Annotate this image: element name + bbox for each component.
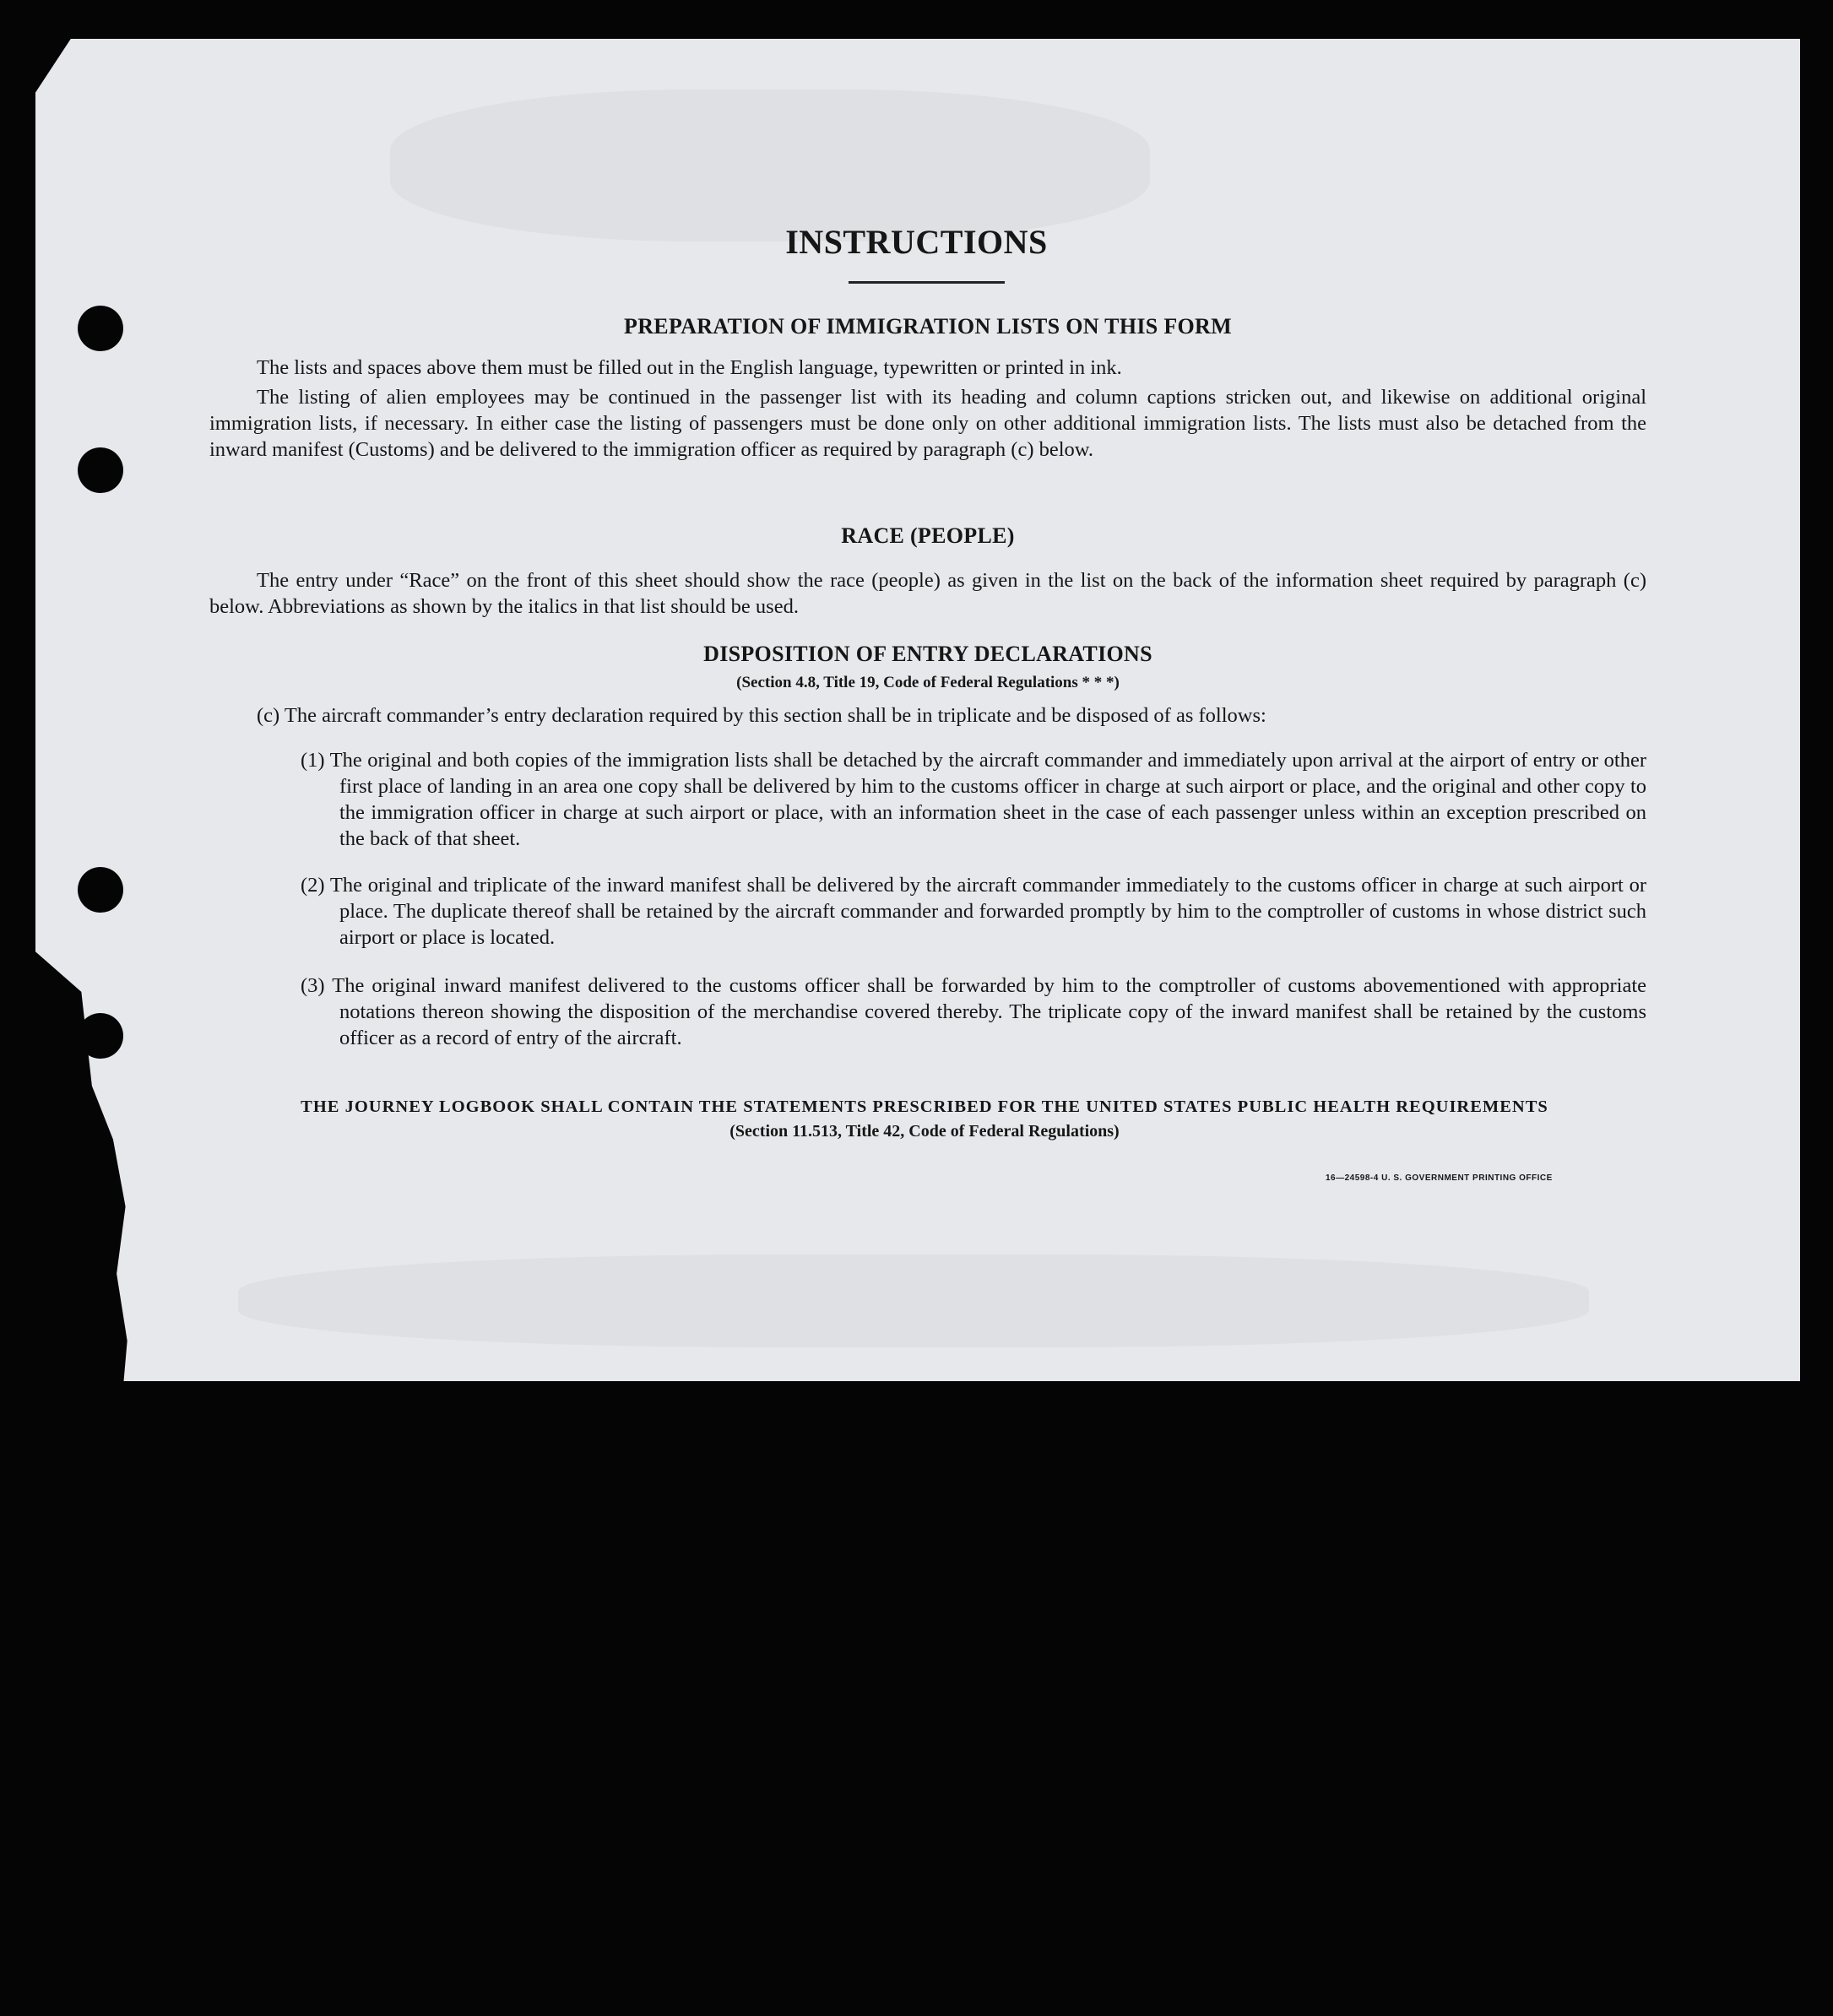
paragraph-intro: (c) The aircraft commander’s entry declaration required by this section shall be in triplicate and be disposed of as follows: [257, 704, 1266, 727]
footer [203, 1097, 1646, 1141]
section-disposition [209, 642, 1646, 1051]
section-subheading: (Section 4.8, Title 19, Code of Federal Regulations * * *) [736, 674, 1120, 691]
printer-imprint: 16—24598-4 U. S. GOVERNMENT PRINTING OFFICE [1326, 1173, 1553, 1183]
bleed-through-smudge [238, 1255, 1589, 1347]
footer-statement: THE JOURNEY LOGBOOK SHALL CONTAIN THE STATEMENTS PRESCRIBED FOR THE UNITED STATES PUBLIC HEALTH REQUIREMENTS [301, 1097, 1548, 1116]
title-rule [849, 281, 1005, 284]
paragraph: The listing of alien employees may be continued in the passenger list with its heading and column captions stricken out, and likewise on additional original immigration lists, if necessary. In either case the listing of passengers must be done only on other additional immigration lists. The lists must also be detached from the inward manifest (Customs) and be delivered to the immigration officer as required by paragraph (c) below. [209, 386, 1646, 461]
list-item: (1) The original and both copies of the immigration lists shall be detached by the aircraft commander and immediately upon arrival at the airport of entry or other first place of landing in an area one copy shall be delivered by him to the customs officer in charge at such airport or place, and the original and other copy to the immigration officer in charge at such airport or place, with an information sheet in the case of each passenger unless within an exception prescribed on the back of that sheet. [301, 749, 1646, 850]
paragraph: The entry under “Race” on the front of this sheet should show the race (people) as given in the list on the back of the information sheet required by paragraph (c) below. Abbreviations as shown by the italics in that list should be used. [209, 569, 1646, 618]
page-title: INSTRUCTIONS [785, 223, 1048, 261]
list-item: (2) The original and triplicate of the inward manifest shall be delivered by the aircraft commander immediately to the customs officer in charge at such airport or place. The duplicate thereof shall be retained by the aircraft commander and forwarded promptly by him to the comptroller of customs in whose district such airport or place is located. [301, 874, 1646, 949]
section-heading: DISPOSITION OF ENTRY DECLARATIONS [703, 642, 1152, 666]
punch-hole [78, 1013, 123, 1059]
footer-citation: (Section 11.513, Title 42, Code of Federal Regulations) [729, 1122, 1120, 1141]
section-heading: PREPARATION OF IMMIGRATION LISTS ON THIS FORM [624, 314, 1232, 339]
section-race [209, 523, 1646, 620]
section-heading: RACE (PEOPLE) [841, 523, 1015, 548]
list-item: (3) The original inward manifest delivered to the customs officer shall be forwarded by him to the comptroller of customs abovementioned with appropriate notations thereon showing the disposition of the merchandise covered thereby. The triplicate copy of the inward manifest shall be retained by the customs officer as a record of entry of the aircraft. [301, 974, 1646, 1049]
section-preparation [209, 314, 1646, 463]
bleed-through-smudge [390, 89, 1150, 241]
punch-hole [78, 867, 123, 913]
punch-hole [78, 306, 123, 351]
punch-hole [78, 447, 123, 493]
paragraph: The lists and spaces above them must be filled out in the English language, typewritten or printed in ink. [257, 356, 1122, 379]
